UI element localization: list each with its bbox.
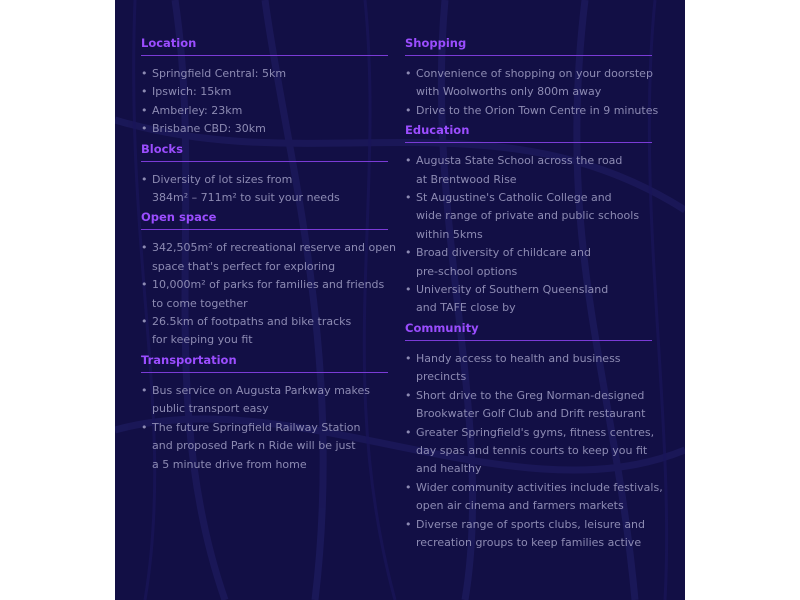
list-item-line: • Wider community activities include festivals, <box>416 480 663 494</box>
section-heading: Community <box>405 321 652 341</box>
section-community <box>405 320 663 552</box>
list-item <box>405 102 659 120</box>
left-column <box>141 36 396 477</box>
bullet-list <box>141 65 388 139</box>
section-open-space <box>141 210 396 349</box>
list-item-line: space that's perfect for exploring <box>152 259 336 273</box>
list-item <box>141 313 388 350</box>
bullet-list <box>405 65 659 120</box>
list-item-line: precincts <box>416 370 467 384</box>
bullet-list <box>405 350 663 552</box>
list-item <box>405 244 652 281</box>
list-item-line: • Augusta State School across the road <box>416 154 623 168</box>
list-item-line: public transport easy <box>152 402 269 416</box>
list-item <box>405 387 652 424</box>
list-item-line: day spas and tennis courts to keep you fit <box>416 443 648 457</box>
list-item-line: • Springfield Central: 5km <box>152 67 287 80</box>
list-item <box>405 189 652 244</box>
list-item-line: • Diversity of lot sizes from <box>152 172 293 186</box>
list-item <box>405 281 652 318</box>
list-item <box>141 120 388 138</box>
list-item-line: • Amberley: 23km <box>152 103 243 117</box>
list-item-line: recreation groups to keep families active <box>416 535 642 549</box>
bullet-list <box>141 239 396 349</box>
list-item <box>141 83 388 101</box>
list-item-line: • Broad diversity of childcare and <box>416 246 591 260</box>
section-education <box>405 123 652 318</box>
bullet-list <box>141 382 388 474</box>
bullet-list <box>405 152 652 318</box>
list-item-line: open air cinema and farmers markets <box>416 499 624 513</box>
list-item-line: with Woolworths only 800m away <box>416 85 602 99</box>
list-item <box>405 152 652 189</box>
section-heading: Transportation <box>141 353 388 373</box>
list-item <box>405 350 652 387</box>
bullet-list <box>141 171 388 208</box>
list-item-line: • St Augustine's Catholic College and <box>416 191 612 205</box>
list-item <box>141 171 388 208</box>
section-blocks <box>141 142 388 208</box>
list-item-line: pre-school options <box>416 264 518 278</box>
list-item <box>405 516 652 553</box>
list-item-line: for keeping you fit <box>152 333 253 347</box>
list-item-line: wide range of private and public schools <box>416 209 640 223</box>
section-heading: Blocks <box>141 142 388 162</box>
brochure-panel <box>115 0 685 600</box>
list-item-line: 384m² – 711m² to suit your needs <box>152 191 340 205</box>
right-column <box>405 36 663 555</box>
list-item-line: • The future Springfield Railway Station <box>152 420 361 434</box>
section-shopping <box>405 36 659 120</box>
list-item-line: at Brentwood Rise <box>416 172 517 186</box>
list-item-line: • Short drive to the Greg Norman-designed <box>416 388 645 402</box>
list-item-line: Brookwater Golf Club and Drift restaurant <box>416 407 646 421</box>
list-item <box>141 102 388 120</box>
list-item-line: • 26.5km of footpaths and bike tracks <box>152 315 352 329</box>
list-item-line: • 10,000m² of parks for families and friends <box>152 278 385 292</box>
list-item-line: within 5kms <box>416 227 483 241</box>
list-item <box>141 65 388 83</box>
section-heading: Open space <box>141 210 388 230</box>
list-item <box>141 276 388 313</box>
list-item-line: and proposed Park n Ride will be just <box>152 439 356 453</box>
list-item <box>405 65 652 102</box>
section-transportation <box>141 353 388 474</box>
list-item-line: to come together <box>152 296 248 310</box>
list-item-line: • Convenience of shopping on your doorstep <box>416 67 653 80</box>
list-item <box>141 239 396 276</box>
list-item-line: and healthy <box>416 462 482 476</box>
list-item-line: • 342,505m² of recreational reserve and open <box>152 241 396 255</box>
list-item-line: • Brisbane CBD: 30km <box>152 122 266 136</box>
list-item <box>141 419 388 474</box>
list-item-line: • University of Southern Queensland <box>416 283 609 297</box>
list-item-line: a 5 minute drive from home <box>152 457 307 471</box>
section-location <box>141 36 388 139</box>
list-item-line: • Drive to the Orion Town Centre in 9 minutes <box>416 103 659 117</box>
list-item-line: and TAFE close by <box>416 301 516 315</box>
list-item-line: • Diverse range of sports clubs, leisure and <box>416 517 646 531</box>
list-item-line: • Ipswich: 15km <box>152 85 232 99</box>
section-heading: Shopping <box>405 36 652 56</box>
section-heading: Education <box>405 123 652 143</box>
list-item <box>405 479 663 516</box>
list-item <box>405 424 655 479</box>
list-item-line: • Handy access to health and business <box>416 351 621 365</box>
section-heading: Location <box>141 36 388 56</box>
list-item-line: • Greater Springfield's gyms, fitness centres, <box>416 425 655 439</box>
list-item-line: • Bus service on Augusta Parkway makes <box>152 383 371 397</box>
list-item <box>141 382 388 419</box>
